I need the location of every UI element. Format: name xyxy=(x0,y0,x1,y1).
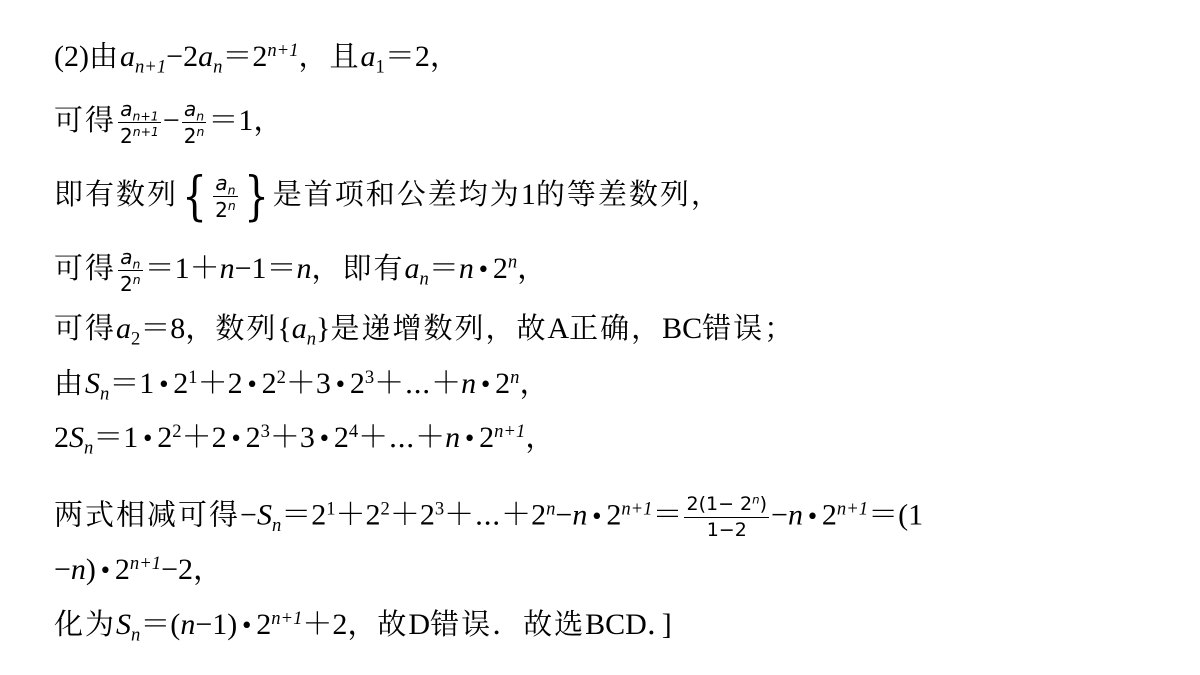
text: ＋2 xyxy=(335,498,381,532)
line-4 xyxy=(54,246,547,296)
math-exponent: n+1 xyxy=(132,124,159,140)
math-var: a xyxy=(215,171,228,195)
math-exponent: n xyxy=(196,124,205,140)
math-var: a xyxy=(198,40,214,73)
math-var: n xyxy=(296,251,312,285)
fraction xyxy=(213,172,238,222)
math-var: a xyxy=(120,97,133,121)
math-subscript: n+1 xyxy=(132,108,159,124)
multiply-dot: • xyxy=(479,372,493,398)
math-subscript: n xyxy=(419,268,429,290)
multiply-dot: • xyxy=(157,372,171,398)
multiply-dot: • xyxy=(333,372,347,398)
math-exponent: 3 xyxy=(434,498,445,520)
math-var: S xyxy=(85,367,101,400)
text: } xyxy=(316,312,331,345)
math-subscript: n xyxy=(196,108,205,124)
text: 2 xyxy=(114,553,130,586)
text: 2 xyxy=(821,498,837,532)
math-var: a xyxy=(120,40,135,73)
text: ＝1＋ xyxy=(144,251,220,285)
line-10 xyxy=(54,607,672,646)
math-var: n xyxy=(458,251,474,285)
math-subscript: n xyxy=(271,515,282,537)
text: 2 xyxy=(245,421,261,454)
text: ＝2 xyxy=(222,40,268,73)
math-exponent: 3 xyxy=(260,420,270,442)
text: − xyxy=(54,553,71,586)
multiply-dot: • xyxy=(98,558,112,584)
text: 2 xyxy=(256,608,272,641)
math-exponent: n xyxy=(132,272,141,288)
line-5 xyxy=(54,311,796,350)
math-subscript: n xyxy=(84,437,94,459)
math-subscript: n xyxy=(213,56,223,78)
math-var: S xyxy=(69,421,84,454)
math-subscript: 1 xyxy=(375,56,385,78)
math-subscript: 2 xyxy=(131,328,141,350)
text: ＝2 xyxy=(281,498,327,532)
math-exponent: 3 xyxy=(364,366,375,388)
math-var: S xyxy=(256,498,272,532)
text: BC xyxy=(662,312,703,345)
math-exponent: n xyxy=(752,492,760,507)
math-var: a xyxy=(291,312,307,345)
text: ＋⋯＋ xyxy=(374,367,462,400)
text: 是首项和公差均为 xyxy=(272,176,521,211)
multiply-dot: • xyxy=(317,426,331,452)
math-exponent: 2 xyxy=(172,420,182,442)
text: 的等差数列， xyxy=(535,176,722,211)
multiply-dot: • xyxy=(229,426,243,452)
text: ， xyxy=(525,421,556,454)
text: 由 xyxy=(54,366,86,400)
text: ＝1 xyxy=(109,367,155,400)
math-exponent: 1 xyxy=(326,498,336,520)
math-base: 2 xyxy=(183,124,197,148)
text: 两式相减可得 xyxy=(54,497,241,532)
math-exponent: n+1 xyxy=(267,39,299,61)
math-exponent: n+1 xyxy=(621,498,653,520)
math-exponent: n+1 xyxy=(129,552,162,574)
text: 可得 xyxy=(54,250,117,285)
text: ＝1 xyxy=(93,421,139,454)
multiply-dot: • xyxy=(805,504,819,530)
text: 2 xyxy=(479,421,495,454)
math-exponent: n+1 xyxy=(271,607,303,629)
math-exponent: 2 xyxy=(276,366,286,388)
text: 2 xyxy=(495,367,511,400)
text: ，即有 xyxy=(311,250,405,285)
text: −2 xyxy=(166,40,199,73)
text: − xyxy=(555,498,573,532)
fraction xyxy=(118,246,143,296)
line-9 xyxy=(54,552,223,586)
text: 2 xyxy=(333,421,349,454)
math-subscript: n xyxy=(132,256,141,272)
text: ＝ xyxy=(428,251,459,285)
text: ) xyxy=(85,553,96,586)
text: 2 xyxy=(261,367,277,400)
math-exponent: n xyxy=(507,251,518,273)
text: 数列 xyxy=(215,311,278,345)
math-subscript: n xyxy=(100,383,110,405)
math-exponent: n xyxy=(227,198,236,214)
text: ＋3 xyxy=(285,367,331,400)
text: − xyxy=(771,498,788,532)
text: 2 xyxy=(54,421,69,454)
math-exponent: n+1 xyxy=(494,420,526,442)
math-var: n xyxy=(180,608,196,641)
math-subscript: n+1 xyxy=(135,56,167,78)
math-base: 2 xyxy=(120,124,133,148)
math-subscript: n xyxy=(306,328,317,350)
text: 2 xyxy=(492,251,508,285)
line-7 xyxy=(54,420,556,459)
text: ，且 xyxy=(298,39,361,73)
text: ．] xyxy=(646,608,672,641)
text: 故选 xyxy=(523,607,586,641)
text: ＋2 xyxy=(197,367,243,400)
multiply-dot: • xyxy=(476,257,490,283)
math-text: ) xyxy=(759,493,768,515)
text: (2) xyxy=(54,40,89,73)
text: ， xyxy=(517,251,548,285)
text: −2， xyxy=(161,553,223,586)
text: A xyxy=(547,312,570,345)
text: 2 xyxy=(157,421,173,454)
text: ＋2， xyxy=(302,608,378,641)
text: ＋2 xyxy=(181,421,227,454)
text: 2 xyxy=(606,498,622,532)
math-var: a xyxy=(360,40,376,73)
line-8 xyxy=(54,494,923,542)
math-exponent: n xyxy=(546,498,556,520)
text: ， xyxy=(519,367,550,400)
line-1 xyxy=(54,39,460,78)
left-brace: { xyxy=(182,166,207,227)
text: ＋⋯＋2 xyxy=(444,498,547,532)
math-base: 2 xyxy=(120,272,133,296)
text: 可得 xyxy=(54,102,117,137)
math-var: n xyxy=(219,251,235,285)
text: ＋3 xyxy=(269,421,315,454)
text: BCD xyxy=(585,608,647,641)
math-var: n xyxy=(461,367,477,400)
text: 错误； xyxy=(702,311,796,345)
text: 2 xyxy=(173,367,189,400)
text: 化为 xyxy=(54,607,117,641)
math-exponent: 2 xyxy=(380,498,390,520)
text: 即有数列 xyxy=(54,176,179,211)
text: ＝ xyxy=(652,498,683,532)
math-var: a xyxy=(116,312,132,345)
text: ＝(1 xyxy=(868,498,924,532)
line-3 xyxy=(54,166,722,227)
math-var: a xyxy=(184,97,197,121)
text: 可得 xyxy=(54,311,117,345)
math-text: 2(1− 2 xyxy=(686,493,753,515)
fraction xyxy=(684,494,769,542)
text: ＝( xyxy=(140,608,181,641)
math-base: 2 xyxy=(215,198,228,222)
math-var: a xyxy=(120,245,133,269)
text: −1＝ xyxy=(234,251,297,285)
right-brace: } xyxy=(243,166,269,227)
multiply-dot: • xyxy=(141,426,155,452)
multiply-dot: • xyxy=(240,613,254,639)
math-exponent: n xyxy=(510,366,520,388)
math-var: n xyxy=(445,421,461,454)
text: 是递增数列，故 xyxy=(330,311,548,345)
text: − xyxy=(162,103,180,137)
math-var: S xyxy=(116,608,132,641)
text: 故 xyxy=(377,607,409,641)
text: −1) xyxy=(195,608,238,641)
math-exponent: n+1 xyxy=(836,498,869,520)
math-subscript: n xyxy=(227,182,236,198)
line-2 xyxy=(54,98,283,148)
fraction xyxy=(118,98,161,148)
text: ＝1， xyxy=(208,103,284,137)
text: { xyxy=(277,312,292,345)
math-var: n xyxy=(70,553,86,586)
multiply-dot: • xyxy=(590,504,604,530)
math-var: n xyxy=(787,498,803,532)
multiply-dot: • xyxy=(245,372,259,398)
math-subscript: n xyxy=(131,624,141,646)
text: ＋⋯＋ xyxy=(358,421,446,454)
line-6 xyxy=(54,366,550,405)
text: ＋2 xyxy=(389,498,435,532)
text: ＝8， xyxy=(140,312,216,345)
math-exponent: 1 xyxy=(188,366,198,388)
text: 错误． xyxy=(430,607,524,641)
math-var: a xyxy=(404,251,420,285)
math-exponent: 4 xyxy=(348,420,359,442)
text: − xyxy=(240,498,257,532)
text: 由 xyxy=(88,39,120,73)
text: D xyxy=(408,608,431,641)
math-var: n xyxy=(572,498,588,532)
text: ＝2， xyxy=(384,40,460,73)
text: 正确， xyxy=(569,311,663,345)
text: 2 xyxy=(349,367,365,400)
multiply-dot: • xyxy=(463,426,477,452)
fraction xyxy=(182,98,207,148)
math-text: 1−2 xyxy=(706,518,747,541)
text: 1 xyxy=(520,177,536,211)
